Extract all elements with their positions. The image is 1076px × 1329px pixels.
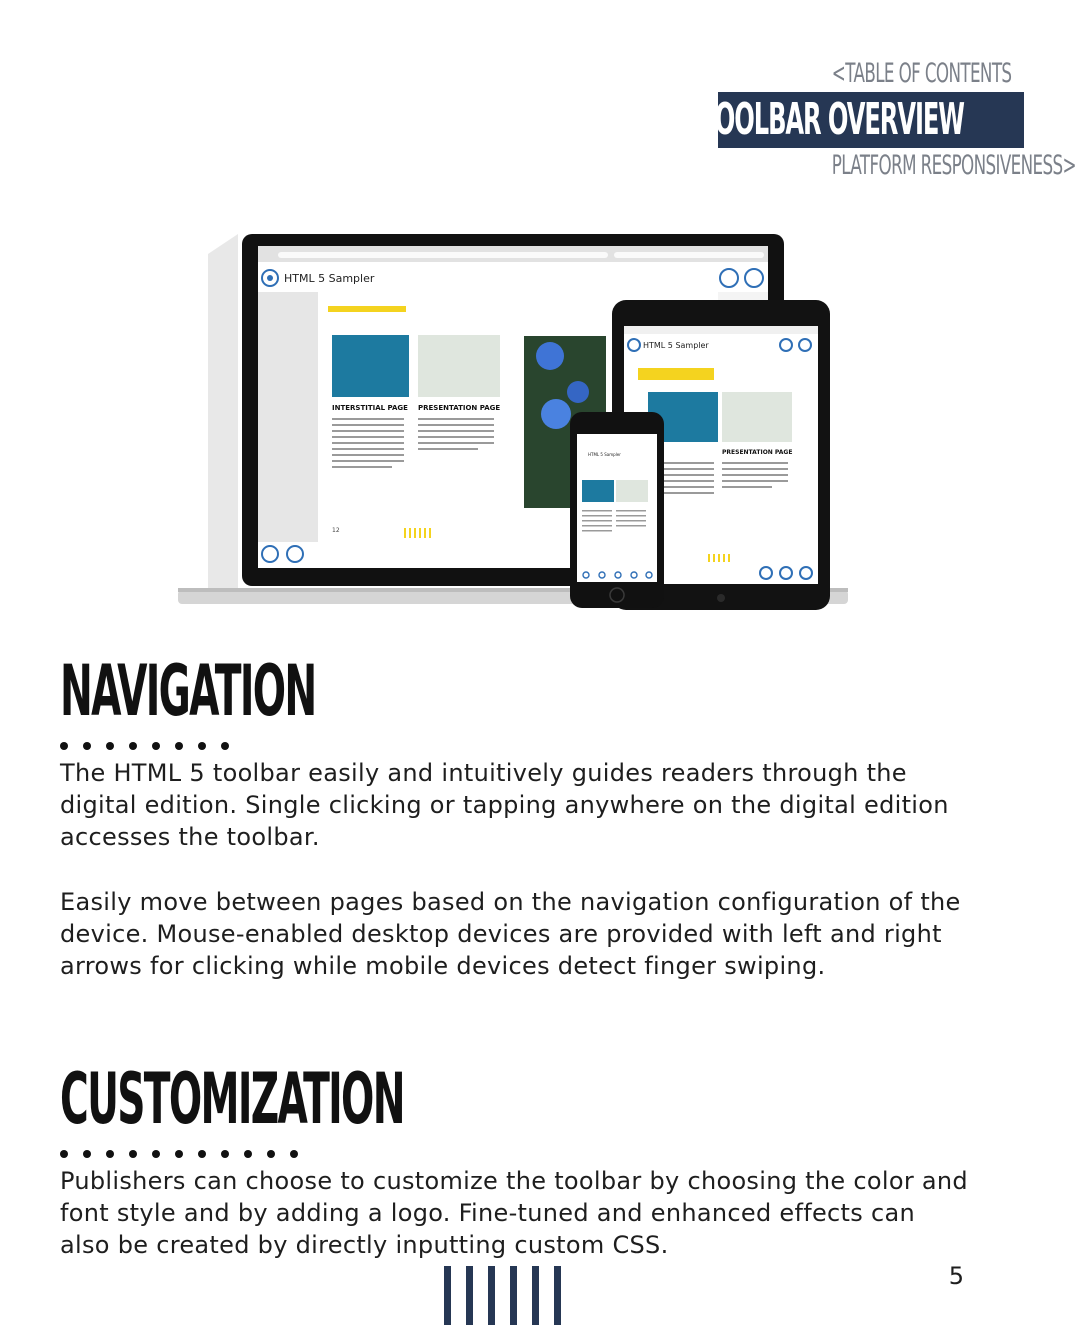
phone	[570, 412, 664, 608]
customization-paragraph: Publishers can choose to customize the toolbar by choosing the color and font style and by adding a logo. Fine-tuned and enhanced effects can also be created by directly inputting custom CSS.	[60, 1167, 968, 1259]
navigation-dot-divider	[60, 735, 244, 745]
phone-app-title: HTML 5 Sampler	[588, 452, 621, 457]
toc-link-platform-responsiveness[interactable]: PLATFORM RESPONSIVENESS>	[831, 150, 1076, 181]
navigation-paragraph-2: Easily move between pages based on the navigation configuration of the device. Mouse-enabled desktop devices are provided with left and right arrows for clicking while mobile devices detect finger swiping.	[60, 888, 961, 980]
tablet-presentation-heading: PRESENTATION PAGE	[722, 449, 793, 456]
laptop-presentation-heading: PRESENTATION PAGE	[418, 404, 501, 412]
tablet-app-title: HTML 5 Sampler	[643, 341, 709, 350]
customization-heading: CUSTOMIZATION	[60, 1058, 404, 1140]
laptop-app-title: HTML 5 Sampler	[284, 272, 375, 285]
customization-dot-divider	[60, 1143, 313, 1153]
toc-current-section	[699, 92, 1024, 148]
toc-link-table-of-contents[interactable]: <TABLE OF CONTENTS	[831, 58, 1012, 89]
laptop-page-number: 12	[332, 527, 340, 534]
navigation-paragraph-1: The HTML 5 toolbar easily and intuitively guides readers through the digital edition. Single clicking or tapping anywhere on the digital edition accesses the toolbar.	[60, 759, 949, 851]
page-number: 5	[948, 1262, 964, 1290]
device-mockup-illustration	[178, 232, 850, 612]
navigation-heading: NAVIGATION	[60, 650, 316, 732]
footer-bar-decoration	[444, 1266, 576, 1325]
toc-current-label: TOOLBAR OVERVIEW	[699, 94, 964, 145]
toc-navigation	[699, 56, 1076, 184]
laptop-interstitial-heading: INTERSTITIAL PAGE	[332, 404, 408, 412]
